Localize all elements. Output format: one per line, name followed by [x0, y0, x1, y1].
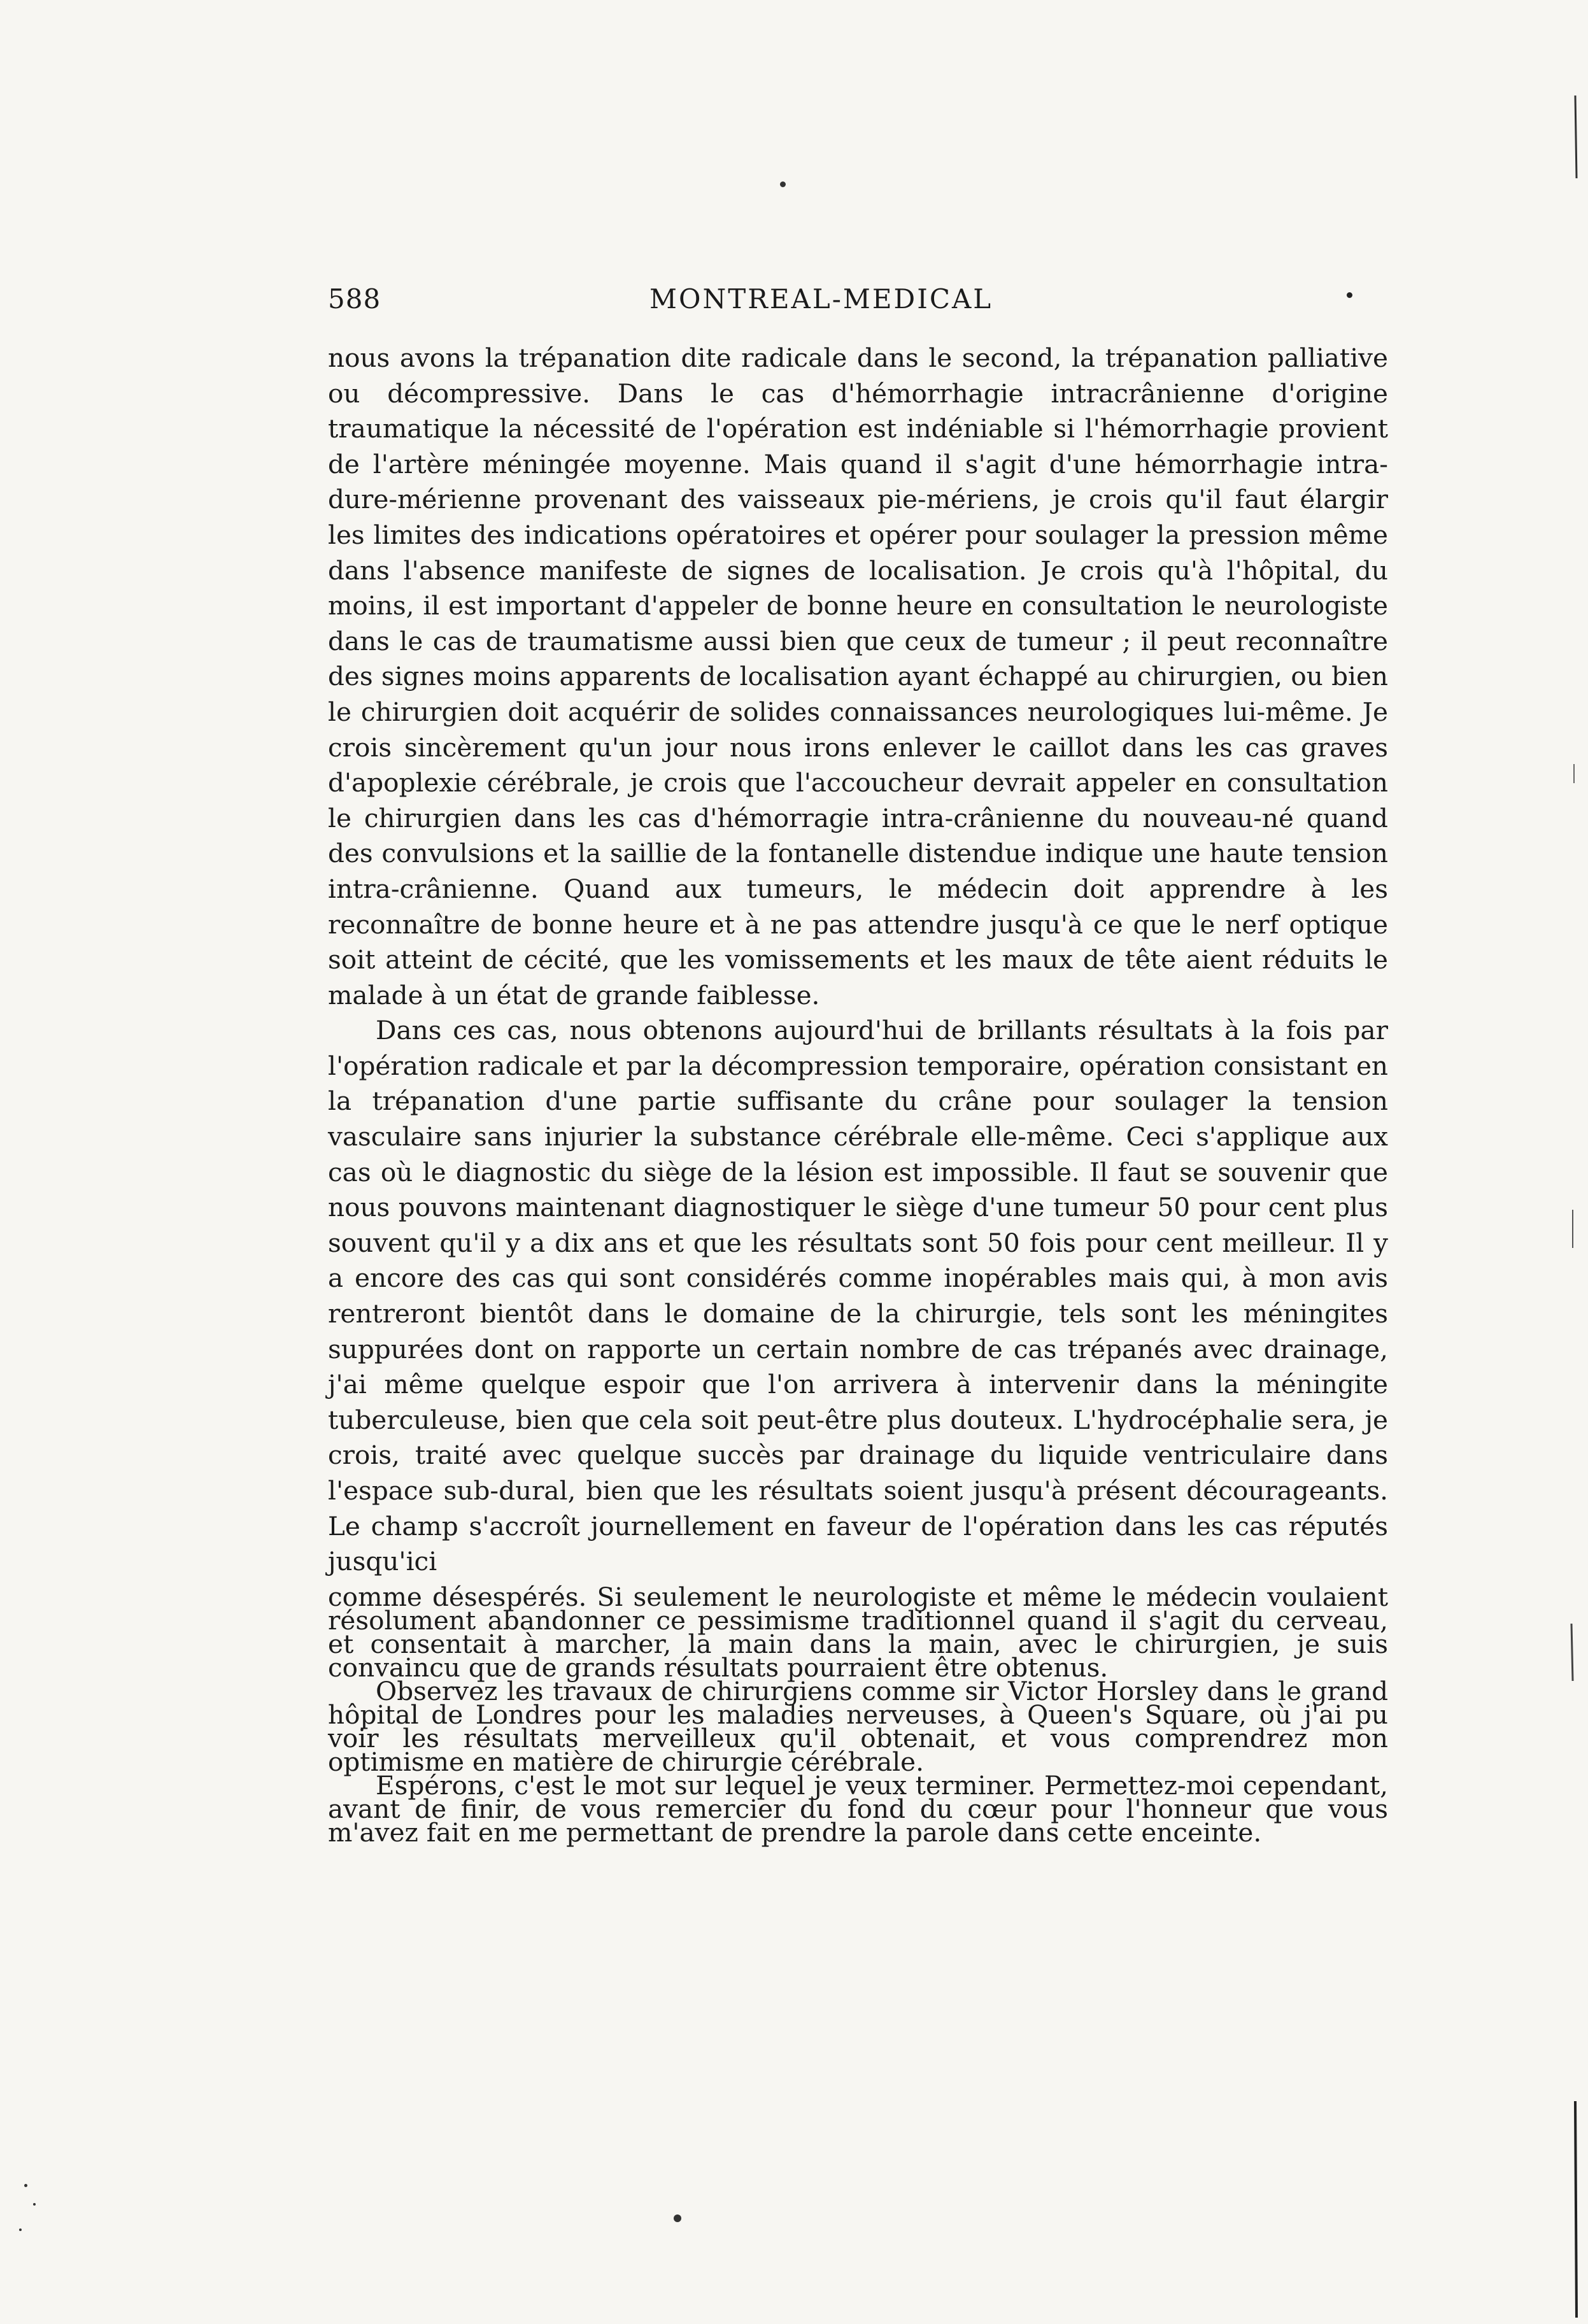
scan-speck	[24, 2184, 27, 2187]
scan-edge-noise	[1563, 0, 1582, 2324]
paragraph-4: Observez les travaux de chirurgiens comme sir Victor Horsley dans le grand hôpital de Londres pour les maladies nerveuses, à Queen's Square, où j'ai pu voir les résultats merveilleux qu'il obtenait, et vous comprendrez mon optimisme en matière de chirurgie cérébrale.	[328, 1675, 1388, 1777]
paragraph-2: Dans ces cas, nous obtenons aujourd'hui de brillants résultats à la fois par l'opération radicale et par la décompression temporaire, opération consistant en la trépanation d'une partie suffisante du crâne pour soulager la tension vasculaire sans injurier la substance cérébrale elle-même. Ceci s'applique aux cas où le diagnostic du siège de la lésion est impossible. Il faut se souvenir que nous pouvons maintenant diagnostiquer le siège d'une tumeur 50 pour cent plus souvent qu'il y a dix ans et que les résultats sont 50 fois pour cent meilleur. Il y a encore des cas qui sont considérés comme inopérables mais qui, à mon avis rentreront bientôt dans le domaine de la chirurgie, tels sont les méningites suppurées dont on rapporte un certain nombre de cas trépanés avec drainage, j'ai même quelque espoir que l'on arrivera à intervenir dans la méningite tuberculeuse, bien que cela soit peut-être plus douteux. L'hydrocéphalie sera, je crois, traité avec quelque succès par drainage du liquide ventriculaire dans l'espace sub-dural, bien que les résultats soient jusqu'à présent décourageants. Le champ s'accroît journellement en faveur de l'opération dans les cas réputés jusqu'ici	[328, 1015, 1388, 1577]
journal-title: MONTREAL-MEDICAL	[649, 283, 993, 315]
article-body	[328, 341, 1388, 1848]
scan-speck	[780, 181, 786, 187]
closing-section	[328, 1581, 1388, 1848]
header-dot-mark	[1347, 292, 1352, 298]
paragraph-3: comme désespérés. Si seulement le neurologiste et même le médecin voulaient résolument abandonner ce pessimisme traditionnel quand il s'agit du cerveau, et consentait à marcher, la main dans la main, avec le chirurgien, je suis convaincu que de grands résultats pourraient être obtenus.	[328, 1581, 1388, 1683]
scan-speck	[19, 2228, 22, 2231]
scan-speck	[33, 2203, 36, 2206]
page-header	[328, 283, 1410, 328]
paragraph-5: Espérons, c'est le mot sur lequel je veux terminer. Permettez-moi cependant, avant de finir, de vous remercier du fond du cœur pour l'honneur que vous m'avez fait en me permettant de prendre la parole dans cette enceinte.	[328, 1769, 1388, 1848]
paragraph-1: nous avons la trépanation dite radicale dans le second, la trépanation palliative ou décompressive. Dans le cas d'hémorrhagie intracrânienne d'origine traumatique la nécessité de l'opération est indéniable si l'hémorrhagie provient de l'artère méningée moyenne. Mais quand il s'agit d'une hémorrhagie intra-dure-mérienne provenant des vaisseaux pie-mériens, je crois qu'il faut élargir les limites des indications opératoires et opérer pour soulager la pression même dans l'absence manifeste de signes de localisation. Je crois qu'à l'hôpital, du moins, il est important d'appeler de bonne heure en consultation le neurologiste dans le cas de traumatisme aussi bien que ceux de tumeur ; il peut reconnaître des signes moins apparents de localisation ayant échappé au chirurgien, ou bien le chirurgien doit acquérir de solides connaissances neurologiques lui-même. Je crois sincèrement qu'un jour nous irons enlever le caillot dans les cas graves d'apoplexie cérébrale, je crois que l'accoucheur devrait appeler en consultation le chirurgien dans les cas d'hémorragie intra-crânienne du nouveau-né quand des convulsions et la saillie de la fontanelle distendue indique une haute tension intra-crânienne. Quand aux tumeurs, le médecin doit apprendre à les reconnaître de bonne heure et à ne pas attendre jusqu'à ce que le nerf optique soit atteint de cécité, que les vomissements et les maux de tête aient réduits le malade à un état de grande faiblesse.	[328, 343, 1388, 1010]
scan-speck	[674, 2214, 681, 2222]
page-number: 588	[328, 283, 381, 315]
